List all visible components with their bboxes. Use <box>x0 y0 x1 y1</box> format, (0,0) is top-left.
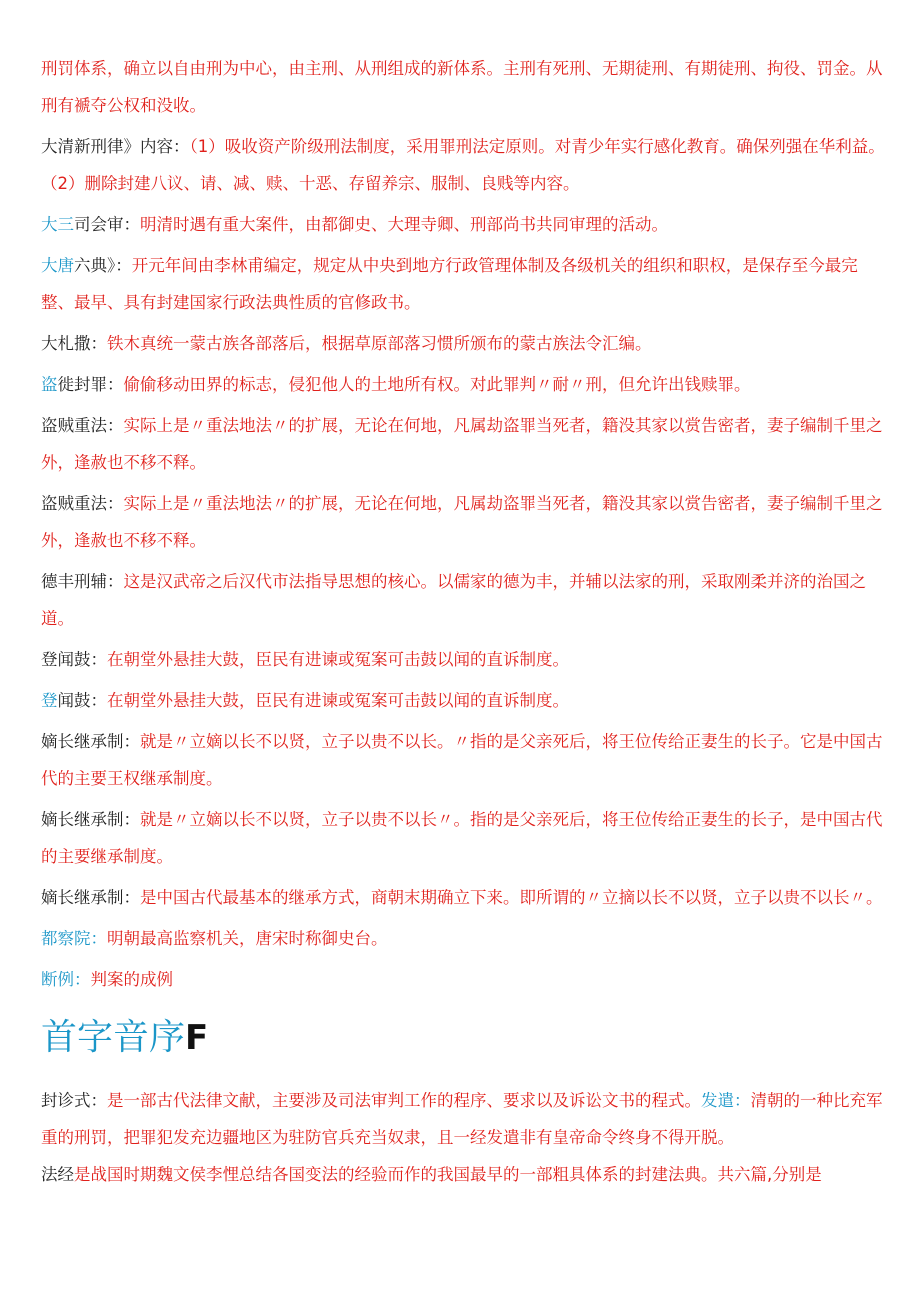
glossary-entry <box>41 723 886 797</box>
entry-term: 嫡长继承制： <box>41 732 140 751</box>
entry-definition: 明清时遇有重大案件，由都御史、大理寺卿、刑部尚书共同审理的活动。 <box>140 215 668 234</box>
glossary-entry <box>41 879 886 916</box>
glossary-entry <box>41 920 886 957</box>
entry-definition: 在朝堂外悬挂大鼓，臣民有进谏或冤案可击鼓以闻的直诉制度。 <box>107 650 569 669</box>
entry-term-highlight: 盗 <box>41 375 58 394</box>
glossary-entry <box>41 50 886 124</box>
glossary-entry <box>41 563 886 637</box>
section-heading-title: 首字音序 <box>41 1017 186 1058</box>
entry-term-highlight: 断例： <box>41 970 91 989</box>
entry-term-highlight: 大三 <box>41 215 74 234</box>
entry-term: 法经 <box>41 1165 74 1184</box>
entry-term: 闻鼓： <box>57 691 107 710</box>
entry-definition: 这是汉武帝之后汉代市法指导思想的核心。以儒家的德为丰，并辅以法家的刑，采取刚柔并济的治国之道。 <box>41 572 866 628</box>
entry-term: 登闻鼓： <box>41 650 107 669</box>
entry-definition: 就是〃立嫡以长不以贤，立子以贵不以长〃。指的是父亲死后，将王位传给正妻生的长子，是中国古代的主要继承制度。 <box>41 810 883 866</box>
glossary-entry <box>41 407 886 481</box>
glossary-entry-fajing <box>41 1156 886 1193</box>
glossary-entry <box>41 325 886 362</box>
entry-definition: 实际上是〃重法地法〃的扩展，无论在何地，凡属劫盗罪当死者，籍没其家以赏告密者，妻子编制千里之外，逢赦也不移不释。 <box>41 416 883 472</box>
entry-term: 嫡长继承制： <box>41 888 140 907</box>
section-heading-letter: F <box>185 1018 209 1058</box>
glossary-entry-fengzhenshi <box>41 1082 886 1156</box>
glossary-entry <box>41 682 886 719</box>
glossary-entry <box>41 801 886 875</box>
glossary-entry <box>41 247 886 321</box>
glossary-entries-d <box>41 50 886 998</box>
entry-term: 盗贼重法： <box>41 494 124 513</box>
section-heading <box>41 1008 886 1068</box>
document-page <box>41 50 886 1193</box>
entry-term: 封诊式： <box>41 1091 107 1110</box>
glossary-entry <box>41 206 886 243</box>
entry-definition-faqian: 清朝的一种比充军重的刑罚，把罪犯发充边疆地区为驻防官兵充当奴隶，且一经发遣非有皇帝命令终身不得开脱。 <box>41 1091 883 1147</box>
entry-definition: 实际上是〃重法地法〃的扩展，无论在何地，凡属劫盗罪当死者，籍没其家以赏告密者，妻子编制千里之外，逢赦也不移不释。 <box>41 494 883 550</box>
entry-definition: 铁木真统一蒙古族各部落后，根据草原部落习惯所颁布的蒙古族法令汇编。 <box>107 334 652 353</box>
entry-definition: 偷偷移动田界的标志，侵犯他人的土地所有权。对此罪判〃耐〃刑，但允许出钱赎罪。 <box>123 375 751 394</box>
glossary-entry <box>41 961 886 998</box>
entry-term: 大札撒： <box>41 334 107 353</box>
entry-definition: （1）吸收资产阶级刑法制度，采用罪刑法定原则。对青少年实行感化教育。确保列强在华利益。（2）删除封建八议、请、减、赎、十恶、存留养宗、服制、良贱等内容。 <box>41 137 885 193</box>
glossary-entry <box>41 641 886 678</box>
entry-definition: 判案的成例 <box>90 970 173 989</box>
entry-term: 嫡长继承制： <box>41 810 140 829</box>
glossary-entry <box>41 128 886 202</box>
entry-definition: 是一部古代法律文献，主要涉及司法审判工作的程序、要求以及诉讼文书的程式。 <box>107 1091 701 1110</box>
glossary-entry <box>41 485 886 559</box>
entry-definition: 刑罚体系，确立以自由刑为中心，由主刑、从刑组成的新体系。主刑有死刑、无期徒刑、有期徒刑、拘役、罚金。从刑有褫夺公权和没收。 <box>41 59 883 115</box>
entry-term: 司会审： <box>74 215 140 234</box>
entry-term: 六典》： <box>74 256 132 275</box>
entry-term-faqian: 发遣： <box>701 1091 751 1110</box>
glossary-entry <box>41 366 886 403</box>
entry-definition: 开元年间由李林甫编定，规定从中央到地方行政管理体制及各级机关的组织和职权，是保存至今最完整、最早、具有封建国家行政法典性质的官修政书。 <box>41 256 858 312</box>
entry-definition: 明朝最高监察机关，唐宋时称御史台。 <box>107 929 388 948</box>
entry-term: 盗贼重法： <box>41 416 124 435</box>
entry-definition: 在朝堂外悬挂大鼓，臣民有进谏或冤案可击鼓以闻的直诉制度。 <box>107 691 569 710</box>
entry-definition: 是中国古代最基本的继承方式，商朝末期确立下来。即所谓的〃立摘以长不以贤，立子以贵不以长〃。 <box>140 888 883 907</box>
entry-term: 大清新刑律》内容： <box>41 137 190 156</box>
entry-term: 德丰刑辅： <box>41 572 124 591</box>
entry-term: 徙封罪： <box>57 375 124 394</box>
entry-term-highlight: 都察院： <box>41 929 107 948</box>
entry-definition: 就是〃立嫡以长不以贤，立子以贵不以长。〃指的是父亲死后，将王位传给正妻生的长子。它是中国古代的主要王权继承制度。 <box>41 732 883 788</box>
entry-definition: 是战国时期魏文侯李悝总结各国变法的经验而作的我国最早的一部粗具体系的封建法典。共六篇,分别是 <box>74 1165 822 1184</box>
entry-term-highlight: 登 <box>41 691 58 710</box>
entry-term-highlight: 大唐 <box>41 256 74 275</box>
